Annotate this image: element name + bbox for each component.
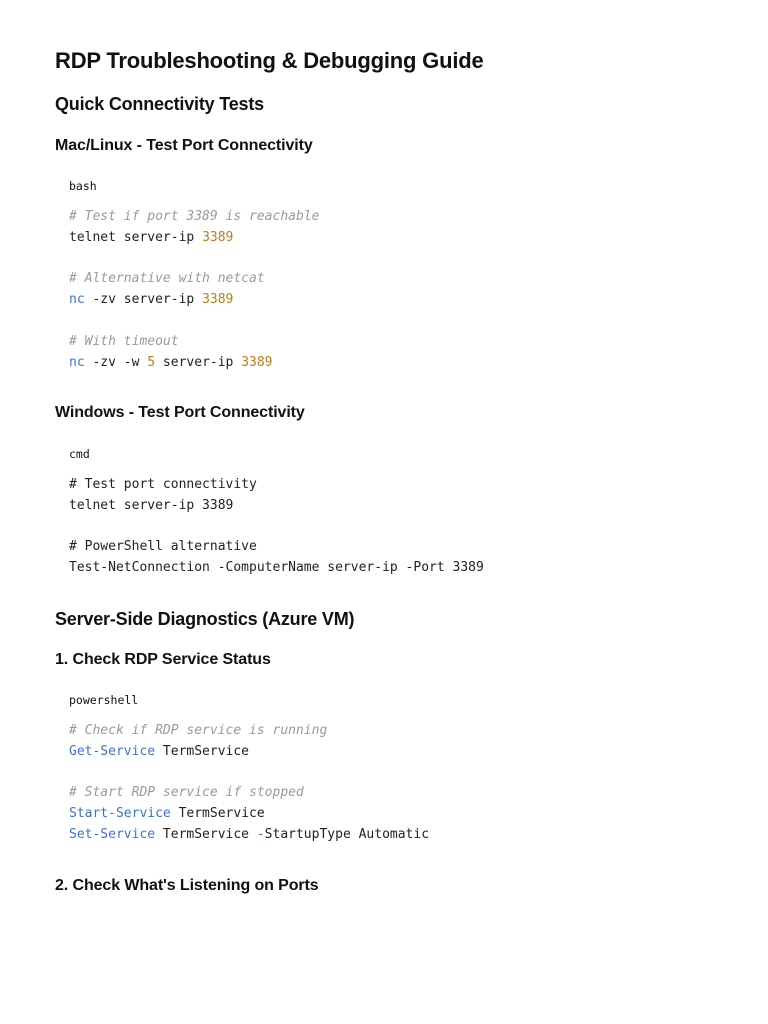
code-number: 3389 bbox=[241, 354, 273, 370]
code-text: # PowerShell alternative bbox=[69, 539, 257, 555]
code-body bbox=[69, 475, 484, 579]
subheading-rdp-service-status: 1. Check RDP Service Status bbox=[55, 651, 271, 668]
code-number: 5 bbox=[147, 354, 156, 370]
code-parameter-dash: - bbox=[256, 826, 265, 842]
code-text: StartupType Automatic bbox=[264, 826, 430, 842]
code-body bbox=[69, 207, 319, 373]
code-text: TermService bbox=[170, 806, 265, 822]
code-text: telnet server-ip 3389 bbox=[69, 497, 234, 513]
code-text: TermService bbox=[155, 743, 250, 759]
code-text: server-ip bbox=[155, 354, 242, 370]
code-language-label: powershell bbox=[69, 693, 139, 707]
code-number: 3389 bbox=[202, 229, 234, 245]
code-text: telnet server-ip bbox=[69, 229, 203, 245]
code-language-label: cmd bbox=[69, 447, 90, 461]
subheading-windows: Windows - Test Port Connectivity bbox=[55, 404, 305, 421]
subheading-listening-ports: 2. Check What's Listening on Ports bbox=[55, 877, 319, 894]
code-text: TermService bbox=[155, 826, 257, 842]
code-block-powershell bbox=[69, 691, 429, 846]
code-comment: # Alternative with netcat bbox=[69, 271, 265, 287]
code-keyword: nc bbox=[69, 292, 85, 308]
code-number: 3389 bbox=[202, 292, 234, 308]
code-comment: # Test if port 3389 is reachable bbox=[69, 209, 320, 224]
code-keyword: Set-Service bbox=[69, 826, 156, 842]
section-heading-server-side: Server-Side Diagnostics (Azure VM) bbox=[55, 609, 355, 629]
code-language-label: bash bbox=[69, 179, 97, 193]
code-body bbox=[69, 721, 429, 846]
code-block-bash bbox=[69, 177, 319, 373]
code-text: -zv server-ip bbox=[84, 292, 203, 308]
code-keyword: nc bbox=[69, 354, 85, 370]
code-keyword: Get-Service bbox=[69, 743, 156, 759]
code-text: -zv -w bbox=[84, 354, 148, 370]
code-text: Test-NetConnection -ComputerName server-ip -Port 3389 bbox=[69, 560, 484, 576]
code-text: # Test port connectivity bbox=[69, 477, 257, 492]
code-comment: # With timeout bbox=[69, 333, 179, 349]
section-heading-quick-tests: Quick Connectivity Tests bbox=[55, 94, 264, 114]
page-title: RDP Troubleshooting & Debugging Guide bbox=[55, 48, 484, 73]
code-comment: # Start RDP service if stopped bbox=[69, 785, 304, 801]
code-comment: # Check if RDP service is running bbox=[69, 723, 328, 738]
code-keyword: Start-Service bbox=[69, 806, 171, 822]
code-block-cmd bbox=[69, 445, 484, 579]
subheading-mac-linux: Mac/Linux - Test Port Connectivity bbox=[55, 137, 313, 154]
